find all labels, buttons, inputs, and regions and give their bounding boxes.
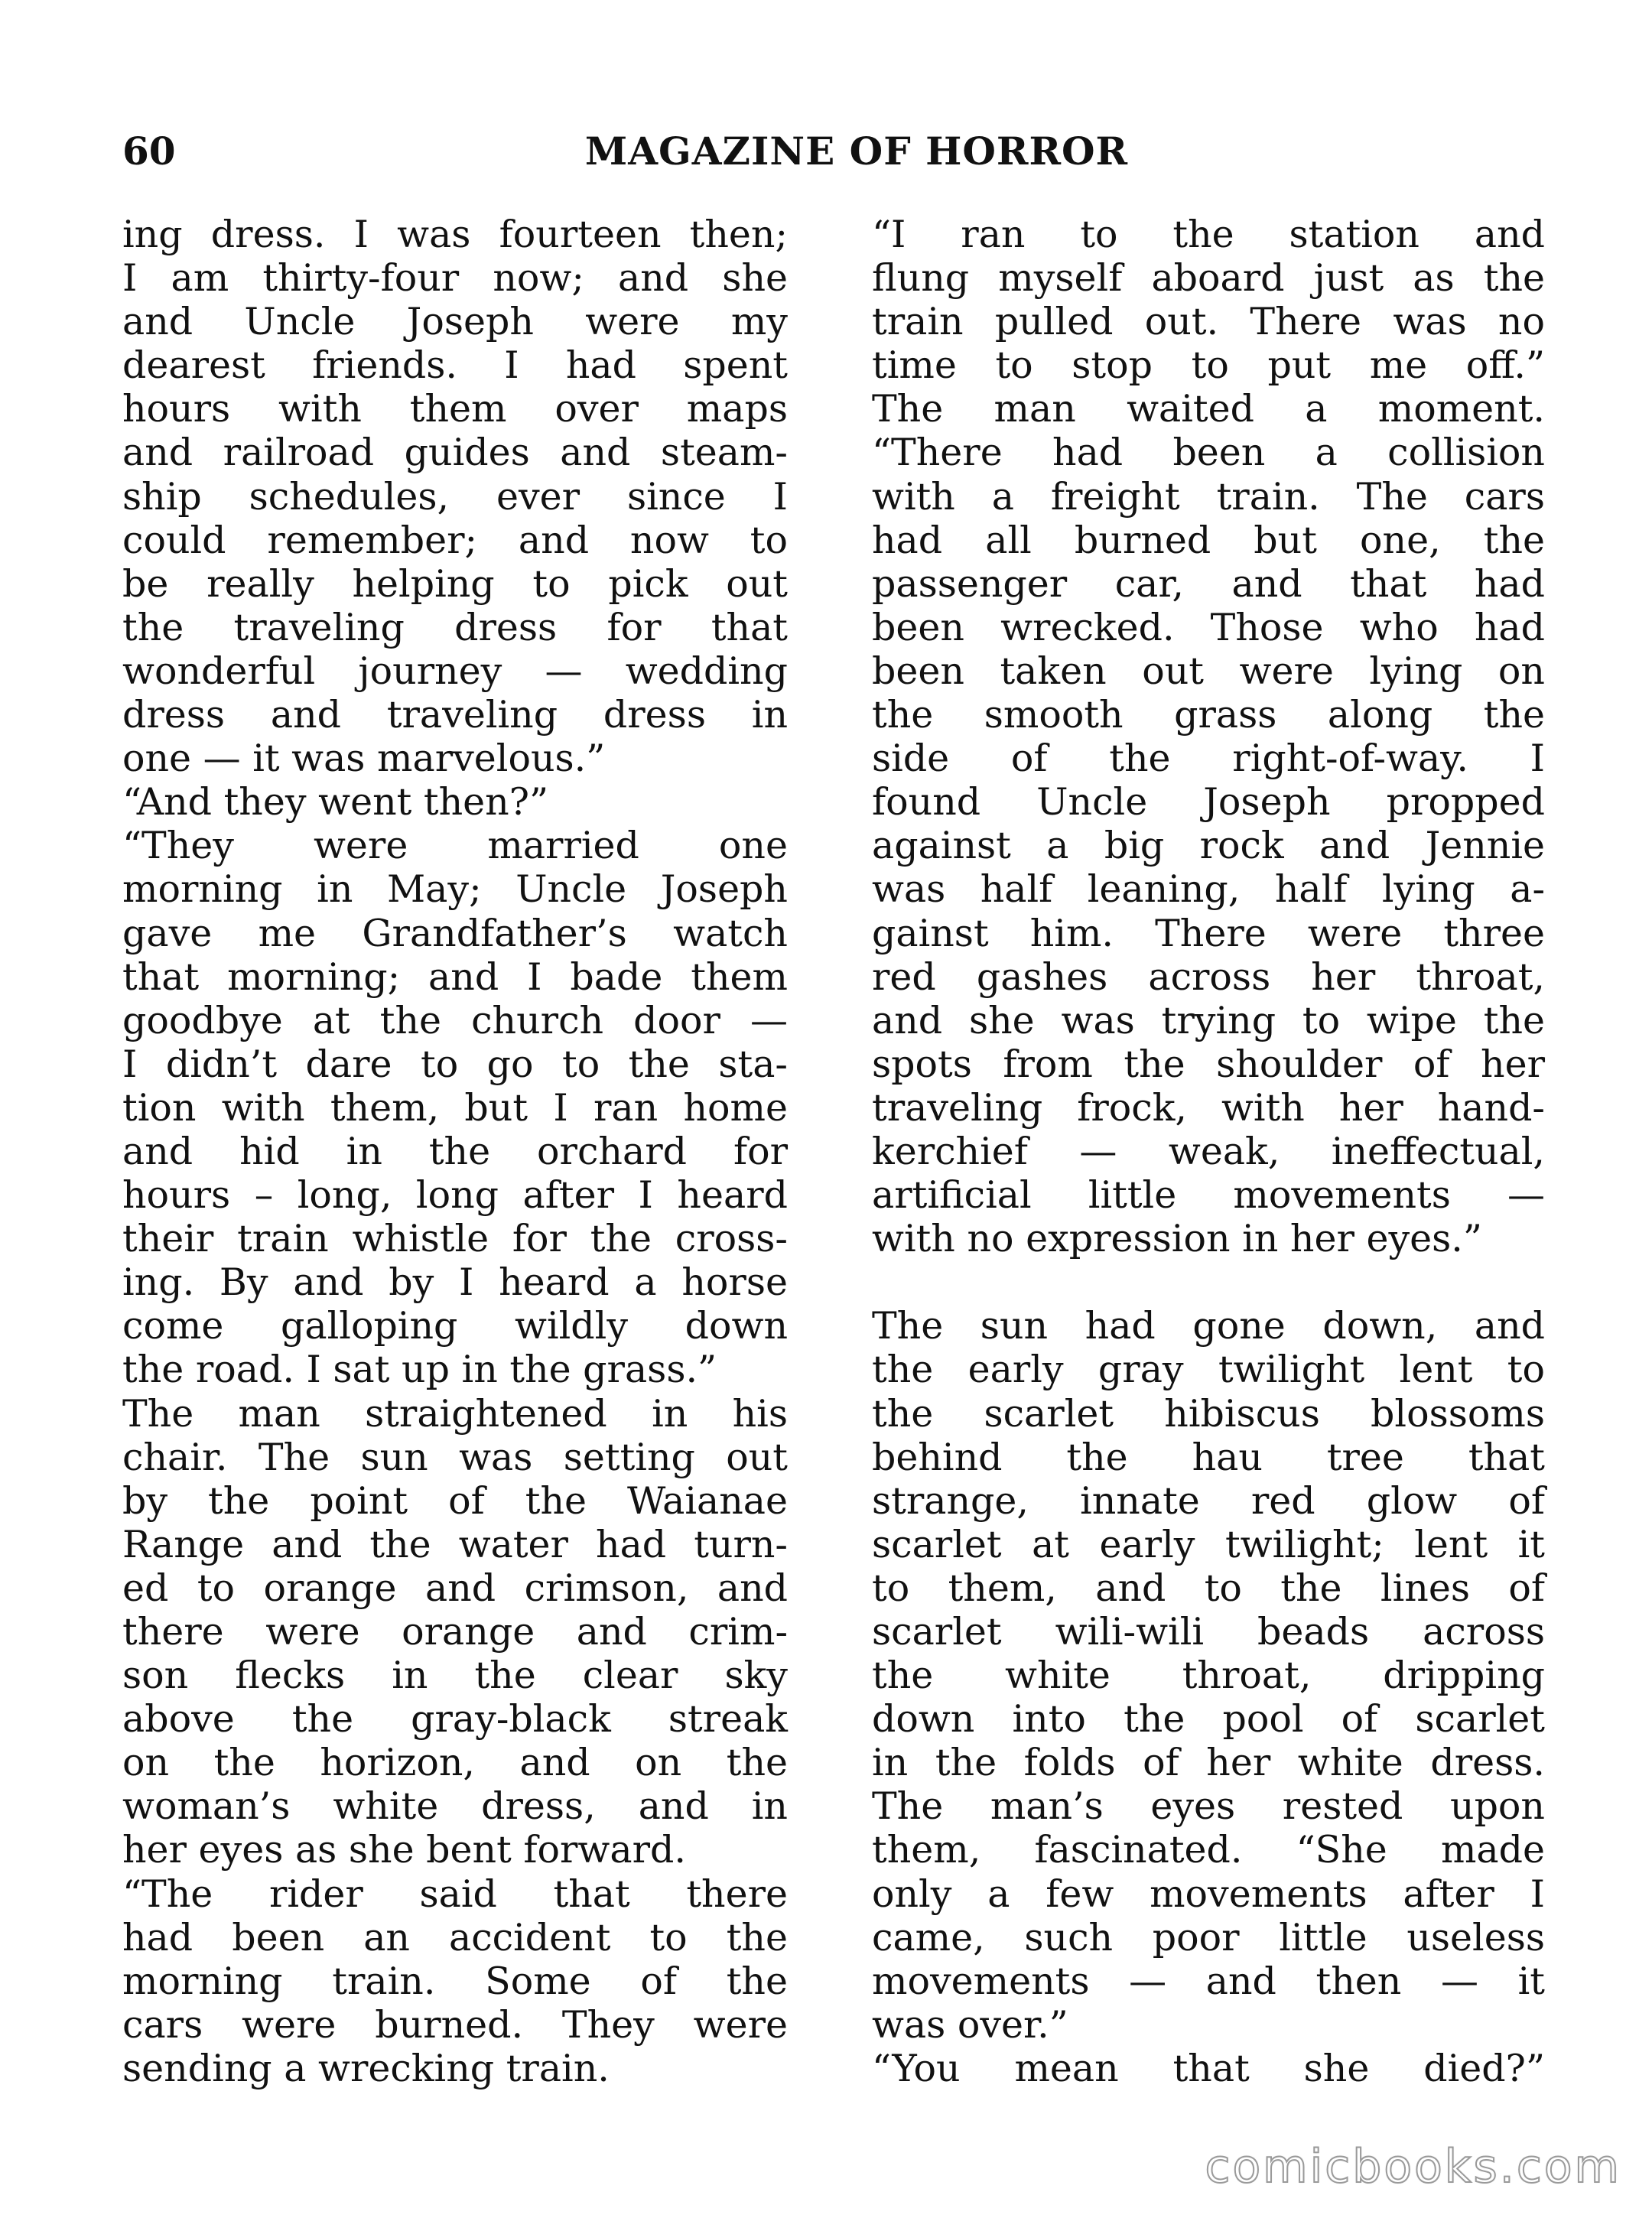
text-line: side of the right-of-way. I (872, 737, 1545, 781)
text-line: the scarlet hibiscus blossoms (872, 1391, 1545, 1436)
text-line: the early gray twilight lent to (872, 1348, 1545, 1392)
text-line: the smooth grass along the (872, 693, 1545, 737)
text-line: gainst him. There were three (872, 911, 1545, 955)
text-line: traveling frock, with her hand- (872, 1085, 1545, 1130)
text-line: with no expression in her eyes.” (872, 1217, 1482, 1261)
text-line: strange, innate red glow of (872, 1478, 1545, 1523)
text-line: on the horizon, and on the (122, 1741, 788, 1785)
text-line: the traveling dress for that (122, 605, 788, 649)
text-line: dress and traveling dress in (122, 693, 788, 737)
text-line: The man straightened in his (122, 1391, 788, 1436)
text-line: came, such poor little useless (872, 1915, 1545, 1959)
text-line: their train whistle for the cross- (122, 1217, 788, 1261)
text-line: red gashes across her throat, (872, 955, 1545, 999)
text-line: The sun had gone down, and (872, 1304, 1545, 1348)
text-line: dearest friends. I had spent (122, 343, 788, 388)
text-line: only a few movements after I (872, 1872, 1545, 1916)
left-text-column (122, 213, 788, 2090)
text-line: down into the pool of scarlet (872, 1697, 1545, 1742)
running-title: MAGAZINE OF HORROR (584, 128, 1129, 174)
text-line: ship schedules, ever since I (122, 474, 788, 519)
text-line: hours with them over maps (122, 387, 788, 431)
text-line: artificial little movements — (872, 1173, 1545, 1218)
text-line: train pulled out. There was no (872, 300, 1545, 344)
text-line: I didn’t dare to go to the sta- (122, 1042, 788, 1086)
text-line: above the gray-black streak (122, 1697, 788, 1742)
text-line: woman’s white dress, and in (122, 1784, 788, 1829)
text-line: with a freight train. The cars (872, 474, 1545, 519)
text-line: been taken out were lying on (872, 649, 1545, 693)
right-text-column (872, 213, 1545, 2090)
text-line: tion with them, but I ran home (122, 1085, 788, 1130)
text-line (872, 1260, 1545, 1304)
text-line: was half leaning, half lying a- (872, 867, 1545, 912)
text-line: morning train. Some of the (122, 1959, 788, 2003)
text-line: “And they went then?” (122, 780, 549, 824)
text-line: behind the hau tree that (872, 1435, 1545, 1479)
text-line: to them, and to the lines of (872, 1566, 1545, 1610)
text-line: could remember; and now to (122, 518, 788, 562)
text-line: I am thirty-four now; and she (122, 256, 788, 301)
text-line: gave me Grandfather’s watch (122, 911, 788, 955)
text-line: was over.” (872, 2002, 1068, 2047)
text-line: “There had been a collision (872, 431, 1545, 475)
text-line: “They were married one (122, 824, 788, 868)
text-line: “You mean that she died?” (872, 2046, 1545, 2090)
text-line: had all burned but one, the (872, 518, 1545, 562)
text-line: cars were burned. They were (122, 2002, 788, 2047)
text-line: one — it was marvelous.” (122, 737, 606, 781)
text-line: The man waited a moment. (872, 387, 1545, 431)
text-line: The man’s eyes rested upon (872, 1784, 1545, 1829)
text-line: spots from the shoulder of her (872, 1042, 1545, 1086)
text-line: in the folds of her white dress. (872, 1741, 1545, 1785)
text-line: goodbye at the church door — (122, 998, 788, 1042)
text-line: her eyes as she bent forward. (122, 1828, 686, 1872)
text-line: the white throat, dripping (872, 1654, 1545, 1698)
page-number: 60 (122, 128, 176, 174)
text-line: son flecks in the clear sky (122, 1654, 788, 1698)
text-line: and Uncle Joseph were my (122, 300, 788, 344)
text-line: come galloping wildly down (122, 1304, 788, 1348)
text-line: hours – long, long after I heard (122, 1173, 788, 1218)
text-line: against a big rock and Jennie (872, 824, 1545, 868)
text-line: there were orange and crim- (122, 1610, 788, 1654)
text-line: by the point of the Waianae (122, 1478, 788, 1523)
text-line: and hid in the orchard for (122, 1129, 788, 1173)
text-line: found Uncle Joseph propped (872, 780, 1545, 824)
text-line: movements — and then — it (872, 1959, 1545, 2003)
text-line: wonderful journey — wedding (122, 649, 788, 693)
text-line: sending a wrecking train. (122, 2046, 610, 2090)
text-line: ed to orange and crimson, and (122, 1566, 788, 1610)
text-line: ing dress. I was fourteen then; (122, 213, 788, 256)
text-line: time to stop to put me off.” (872, 343, 1545, 388)
text-line: be really helping to pick out (122, 561, 788, 606)
text-line: Range and the water had turn- (122, 1522, 788, 1566)
text-line: morning in May; Uncle Joseph (122, 867, 788, 912)
text-line: ing. By and by I heard a horse (122, 1260, 788, 1305)
text-line: flung myself aboard just as the (872, 256, 1545, 301)
text-line: been wrecked. Those who had (872, 605, 1545, 649)
text-line: passenger car, and that had (872, 561, 1545, 606)
site-watermark: comicbooks.com (1205, 2140, 1621, 2194)
text-line: the road. I sat up in the grass.” (122, 1348, 717, 1392)
text-line: “The rider said that there (122, 1872, 788, 1916)
text-line: scarlet at early twilight; lent it (872, 1522, 1545, 1566)
text-line: had been an accident to the (122, 1915, 788, 1959)
text-line: and railroad guides and steam- (122, 431, 788, 475)
text-line: and she was trying to wipe the (872, 998, 1545, 1042)
text-line: that morning; and I bade them (122, 955, 788, 999)
text-line: kerchief — weak, ineffectual, (872, 1129, 1545, 1173)
text-line: them, fascinated. “She made (872, 1828, 1545, 1872)
text-line: scarlet wili-wili beads across (872, 1610, 1545, 1654)
text-line: chair. The sun was setting out (122, 1435, 788, 1479)
text-line: “I ran to the station and (872, 213, 1545, 256)
